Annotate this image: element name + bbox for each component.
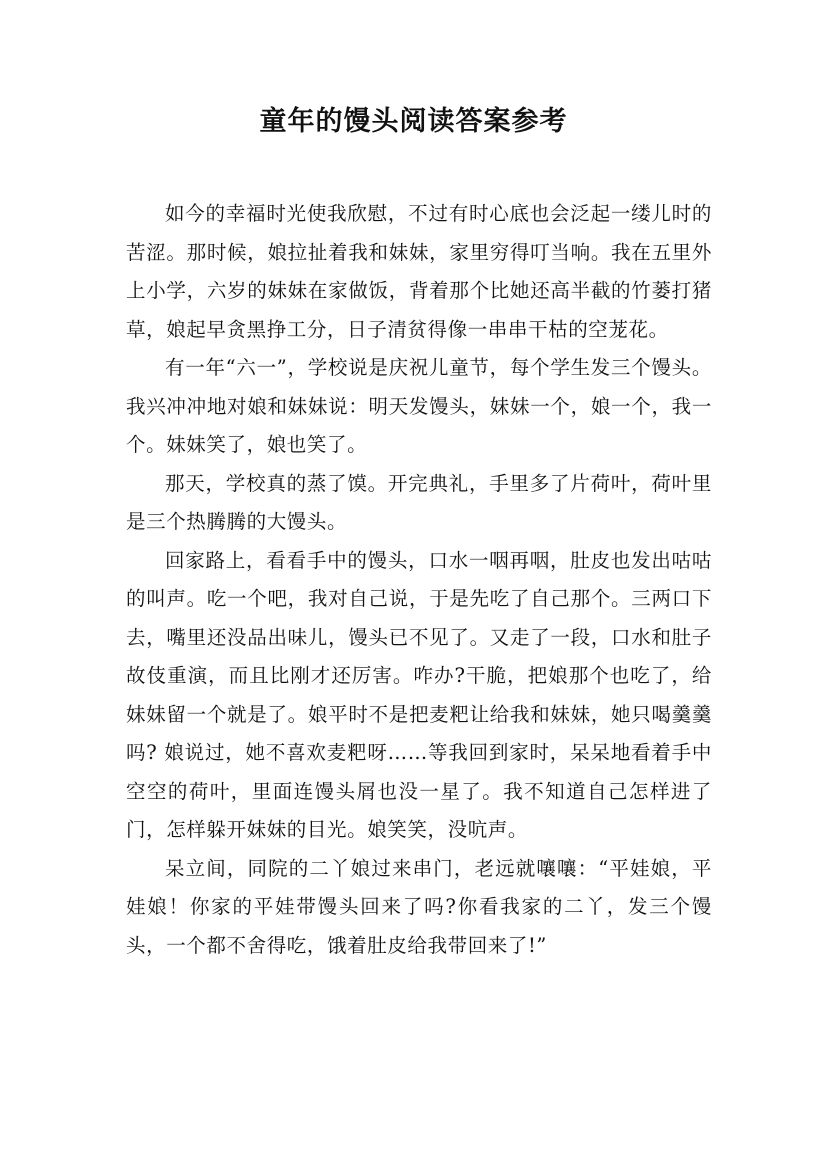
paragraph-3: 那天，学校真的蒸了馍。开完典礼，手里多了片荷叶，荷叶里是三个热腾腾的大馒头。 — [126, 471, 712, 533]
paragraph-2: 有一年“六一”，学校说是庆祝儿童节，每个学生发三个馒头。我兴冲冲地对娘和妹妹说：明天发馒头，妹妹一个，娘一个，我一个。妹妹笑了，娘也笑了。 — [126, 356, 712, 456]
paragraph-5: 呆立间，同院的二丫娘过来串门，老远就嚷嚷：“平娃娘，平娃娘！你家的平娃带馒头回来了吗?你看我家的二丫，发三个馒头，一个都不舍得吃，饿着肚皮给我带回来了!” — [126, 856, 712, 957]
document-body — [126, 195, 712, 965]
paragraph-1: 如今的幸福时光使我欣慰，不过有时心底也会泛起一缕儿时的苦涩。那时候，娘拉扯着我和妹妹，家里穷得叮当响。我在五里外上小学，六岁的妹妹在家做饭，背着那个比她还高半截的竹蒌打猪草，娘起早贪黑挣工分，日子清贫得像一串串干枯的空茏花。 — [126, 202, 712, 341]
paragraph-4: 回家路上，看看手中的馒头，口水一咽再咽，肚皮也发出咕咕的叫声。吃一个吧，我对自己说，于是先吃了自己那个。三两口下去，嘴里还没品出味儿，馒头已不见了。又走了一段，口水和肚子故伎重演，而且比刚才还厉害。咋办?干脆，把娘那个也吃了，给妹妹留一个就是了。娘平时不是把麦粑让给我和妹妹，她只喝羹羹吗? 娘说过，她不喜欢麦粑呀……等我回到家时，呆呆地看着手中空空的荷叶，里面连馒头屑也没一星了。我不知道自己怎样进了门，怎样躲开妹妹的目光。娘笑笑，没吭声。 — [126, 548, 712, 841]
document-title: 童年的馒头阅读答案参考 — [259, 106, 568, 137]
